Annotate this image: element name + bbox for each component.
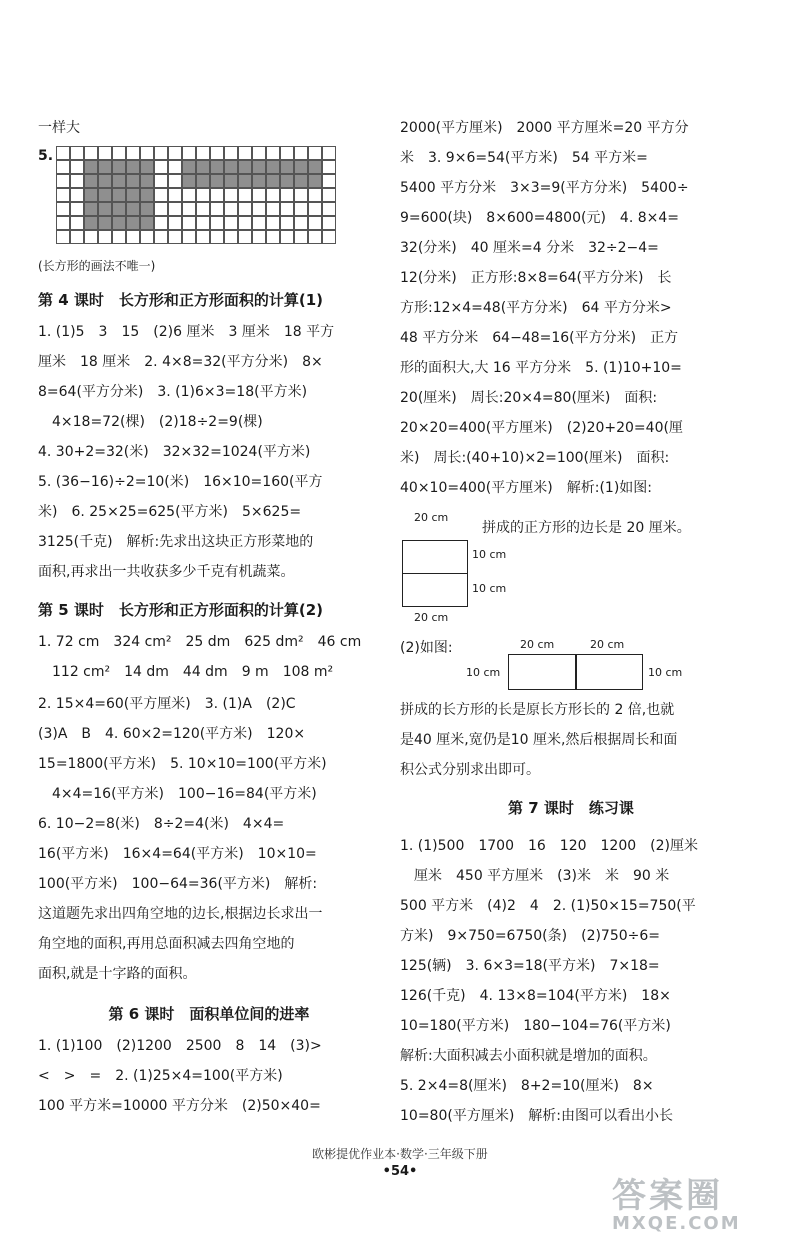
grid-cell — [168, 174, 182, 188]
grid-cell-shaded — [98, 188, 112, 202]
grid-cell — [252, 188, 266, 202]
grid-cell-shaded — [196, 174, 210, 188]
text-line: 112 cm² 14 dm 44 dm 9 m 108 m² — [52, 664, 334, 680]
grid-cell-shaded — [182, 174, 196, 188]
text-line: 米) 周长:(40+10)×2=100(厘米) 面积: — [400, 450, 670, 466]
grid-cell — [168, 230, 182, 244]
text-line: 面积,再求出一共收获多少千克有机蔬菜。 — [38, 564, 295, 580]
grid-cell — [224, 230, 238, 244]
text-line: 2000(平方厘米) 2000 平方厘米=20 平方分 — [400, 120, 689, 136]
text-line: 10=80(平方厘米) 解析:由图可以看出小长 — [400, 1108, 673, 1124]
text-line: 4. 30+2=32(米) 32×32=1024(平方米) — [38, 444, 311, 460]
text-line: 20×20=400(平方厘米) (2)20+20=40(厘 — [400, 420, 683, 436]
grid-cell — [154, 160, 168, 174]
grid-cell — [56, 230, 70, 244]
text-line: 2. 15×4=60(平方厘米) 3. (1)A (2)C — [38, 696, 296, 712]
text-line: 9=600(块) 8×600=4800(元) 4. 8×4= — [400, 210, 680, 226]
grid-cell — [196, 202, 210, 216]
grid-cell — [154, 188, 168, 202]
text-line: 厘米 450 平方厘米 (3)米 米 90 米 — [414, 868, 670, 884]
fig1-caption: 拼成的正方形的边长是 20 厘米。 — [482, 520, 691, 536]
text-line: 48 平方分米 64−48=16(平方分米) 正方 — [400, 330, 679, 346]
grid-cell — [140, 230, 154, 244]
text-line: 125(辆) 3. 6×3=18(平方米) 7×18= — [400, 958, 660, 974]
grid-cell-shaded — [308, 160, 322, 174]
text-line: 解析:大面积减去小面积就是增加的面积。 — [400, 1048, 657, 1064]
grid-cell — [140, 146, 154, 160]
grid-cell — [224, 146, 238, 160]
grid-cell — [70, 202, 84, 216]
grid-cell-shaded — [112, 174, 126, 188]
grid-cell — [224, 216, 238, 230]
text-line: 3125(千克) 解析:先求出这块正方形菜地的 — [38, 534, 314, 550]
text-line: 32(分米) 40 厘米=4 分米 32÷2−4= — [400, 240, 659, 256]
text-line: 10=180(平方米) 180−104=76(平方米) — [400, 1018, 671, 1034]
lesson-heading: 第 5 课时 长方形和正方形面积的计算(2) — [38, 601, 324, 619]
grid-cell-shaded — [84, 174, 98, 188]
grid-cell-shaded — [280, 160, 294, 174]
grid-cell — [168, 160, 182, 174]
grid-cell — [224, 188, 238, 202]
grid-cell — [252, 216, 266, 230]
grid-cell — [126, 230, 140, 244]
text-line: 126(千克) 4. 13×8=104(平方米) 18× — [400, 988, 671, 1004]
grid-cell — [182, 230, 196, 244]
grid-cell — [56, 216, 70, 230]
text-line: 4×4=16(平方米) 100−16=84(平方米) — [52, 786, 317, 802]
grid-cell-shaded — [196, 160, 210, 174]
grid-cell — [322, 188, 336, 202]
fig2-left-rect — [508, 654, 577, 690]
fig1-lower-rect — [402, 573, 468, 607]
text-line: 米) 6. 25×25=625(平方米) 5×625= — [38, 504, 302, 520]
grid-cell-shaded — [98, 216, 112, 230]
grid-cell-shaded — [112, 160, 126, 174]
grid-cell — [252, 230, 266, 244]
grid-cell-shaded — [112, 202, 126, 216]
fig2-left-label: 10 cm — [466, 666, 501, 679]
grid-cell — [154, 216, 168, 230]
grid-cell — [252, 202, 266, 216]
grid-cell-shaded — [98, 202, 112, 216]
grid-cell — [112, 146, 126, 160]
grid-cell-shaded — [84, 202, 98, 216]
fig1-top-label: 20 cm — [414, 511, 449, 524]
grid-cell — [154, 174, 168, 188]
text-line: 1. 72 cm 324 cm² 25 dm 625 dm² 46 cm — [38, 634, 362, 650]
grid-cell — [154, 202, 168, 216]
grid-cell — [238, 230, 252, 244]
watermark-sub: MXQE.COM — [612, 1213, 741, 1234]
grid-cell-shaded — [112, 188, 126, 202]
grid-cell-shaded — [126, 174, 140, 188]
text-line: 一样大 — [38, 120, 80, 136]
text-line: 5. 2×4=8(厘米) 8+2=10(厘米) 8× — [400, 1078, 654, 1094]
grid-cell — [168, 188, 182, 202]
grid-cell — [266, 188, 280, 202]
text-line: 6. 10−2=8(米) 8÷2=4(米) 4×4= — [38, 816, 285, 832]
grid-cell — [294, 202, 308, 216]
grid-cell — [112, 230, 126, 244]
grid-cell — [196, 230, 210, 244]
lesson-heading: 第 4 课时 长方形和正方形面积的计算(1) — [38, 291, 324, 309]
grid-cell — [252, 146, 266, 160]
grid-cell — [196, 216, 210, 230]
grid-cell — [224, 202, 238, 216]
text-line: 4×18=72(棵) (2)18÷2=9(棵) — [52, 414, 263, 430]
text-line: 方米) 9×750=6750(条) (2)750÷6= — [400, 928, 661, 944]
grid-cell — [322, 160, 336, 174]
grid-cell — [280, 188, 294, 202]
grid-cell — [70, 216, 84, 230]
grid-cell — [294, 146, 308, 160]
grid-cell — [210, 202, 224, 216]
grid-cell — [322, 216, 336, 230]
grid-cell — [308, 146, 322, 160]
text-line: < > = 2. (1)25×4=100(平方米) — [38, 1068, 283, 1084]
grid-cell-shaded — [210, 174, 224, 188]
grid-cell — [70, 160, 84, 174]
fig1-right-label-1: 10 cm — [472, 548, 507, 561]
text-line: 拼成的长方形的长是原长方形长的 2 倍,也就 — [400, 702, 675, 718]
grid-cell-shaded — [182, 160, 196, 174]
grid-cell — [266, 146, 280, 160]
grid-cell-shaded — [252, 160, 266, 174]
text-line: 100(平方米) 100−64=36(平方米) 解析: — [38, 876, 318, 892]
fig1-upper-rect — [402, 540, 468, 574]
text-line: 16(平方米) 16×4=64(平方米) 10×10= — [38, 846, 317, 862]
grid-cell — [168, 216, 182, 230]
fig2-intro: (2)如图: — [400, 640, 453, 656]
grid-cell — [168, 146, 182, 160]
page-number: •54• — [382, 1164, 418, 1179]
text-line: 500 平方米 (4)2 4 2. (1)50×15=750(平 — [400, 898, 696, 914]
grid-cell — [182, 216, 196, 230]
fig1-right-label-2: 10 cm — [472, 582, 507, 595]
watermark-main: 答案圈 — [612, 1176, 723, 1216]
grid-cell — [196, 146, 210, 160]
grid-cell-shaded — [252, 174, 266, 188]
grid-cell — [280, 230, 294, 244]
text-line: 米 3. 9×6=54(平方米) 54 平方米= — [400, 150, 648, 166]
grid-cell-shaded — [84, 216, 98, 230]
grid-cell-shaded — [266, 174, 280, 188]
fig2-right-label: 10 cm — [648, 666, 683, 679]
grid-cell — [98, 230, 112, 244]
grid-cell — [56, 174, 70, 188]
grid-cell — [168, 202, 182, 216]
grid-cell — [154, 146, 168, 160]
grid-cell — [56, 188, 70, 202]
text-line: 是40 厘米,宽仍是10 厘米,然后根据周长和面 — [400, 732, 678, 748]
grid-cell — [308, 188, 322, 202]
grid-cell — [308, 230, 322, 244]
grid-cell — [70, 174, 84, 188]
grid-cell — [280, 216, 294, 230]
grid-cell-shaded — [126, 188, 140, 202]
grid-cell-shaded — [84, 188, 98, 202]
grid-cell — [182, 146, 196, 160]
lesson-heading: 第 7 课时 练习课 — [508, 799, 634, 817]
grid-cell-shaded — [238, 174, 252, 188]
fig1-bottom-label: 20 cm — [414, 611, 449, 624]
grid-cell — [308, 216, 322, 230]
text-line: 1. (1)100 (2)1200 2500 8 14 (3)> — [38, 1038, 322, 1054]
text-line: 这道题先求出四角空地的边长,根据边长求出一 — [38, 906, 323, 922]
grid-cell — [238, 216, 252, 230]
grid-cell — [280, 146, 294, 160]
grid-cell — [322, 202, 336, 216]
text-line: 12(分米) 正方形:8×8=64(平方分米) 长 — [400, 270, 672, 286]
grid-cell-shaded — [140, 188, 154, 202]
grid-cell — [238, 202, 252, 216]
grid-cell — [280, 202, 294, 216]
text-line: 面积,就是十字路的面积。 — [38, 966, 197, 982]
grid-cell — [70, 188, 84, 202]
grid-cell-shaded — [126, 160, 140, 174]
grid-cell-shaded — [294, 160, 308, 174]
grid-cell — [56, 202, 70, 216]
grid-cell — [56, 160, 70, 174]
grid-cell-shaded — [140, 174, 154, 188]
grid-cell-shaded — [224, 160, 238, 174]
fig2-top-label-2: 20 cm — [590, 638, 625, 651]
lesson-heading: 第 6 课时 面积单位间的进率 — [108, 1005, 310, 1023]
grid-cell — [70, 230, 84, 244]
grid-cell-shaded — [210, 160, 224, 174]
grid-cell-shaded — [266, 160, 280, 174]
text-line: 1. (1)5 3 15 (2)6 厘米 3 厘米 18 平方 — [38, 324, 335, 340]
text-line: 8=64(平方分米) 3. (1)6×3=18(平方米) — [38, 384, 308, 400]
grid-note: (长方形的画法不唯一) — [38, 259, 156, 273]
grid-cell-shaded — [140, 160, 154, 174]
grid-cell — [294, 188, 308, 202]
footer-series: 欧彬提优作业本·数学·三年级下册 — [312, 1147, 488, 1161]
grid-cell-shaded — [280, 174, 294, 188]
text-line: 5400 平方分米 3×3=9(平方分米) 5400÷ — [400, 180, 689, 196]
grid-cell — [196, 188, 210, 202]
text-line: (3)A B 4. 60×2=120(平方米) 120× — [38, 726, 306, 742]
grid-cell — [210, 230, 224, 244]
grid-cell — [84, 146, 98, 160]
text-line: 40×10=400(平方厘米) 解析:(1)如图: — [400, 480, 652, 496]
grid-cell — [210, 188, 224, 202]
grid-cell-shaded — [126, 216, 140, 230]
grid-cell — [84, 230, 98, 244]
grid-cell-shaded — [98, 174, 112, 188]
grid-cell-shaded — [112, 216, 126, 230]
grid-cell — [210, 146, 224, 160]
grid-cell — [56, 146, 70, 160]
grid-cell-shaded — [98, 160, 112, 174]
grid-cell — [322, 174, 336, 188]
grid-cell — [308, 202, 322, 216]
grid-cell-shaded — [140, 202, 154, 216]
grid-cell — [126, 146, 140, 160]
watermark — [612, 1168, 782, 1248]
text-line: 角空地的面积,再用总面积减去四角空地的 — [38, 936, 295, 952]
grid-cell-shaded — [224, 174, 238, 188]
grid-cell-shaded — [294, 174, 308, 188]
text-line: 15=1800(平方米) 5. 10×10=100(平方米) — [38, 756, 327, 772]
text-line: 20(厘米) 周长:20×4=80(厘米) 面积: — [400, 390, 658, 406]
grid-cell — [322, 230, 336, 244]
text-line: 厘米 18 厘米 2. 4×8=32(平方分米) 8× — [38, 354, 323, 370]
grid-cell — [294, 216, 308, 230]
grid-cell — [238, 146, 252, 160]
text-line: 方形:12×4=48(平方分米) 64 平方分米> — [400, 300, 672, 316]
grid-cell — [154, 230, 168, 244]
grid-cell — [238, 188, 252, 202]
grid-cell — [210, 216, 224, 230]
grid-cell — [70, 146, 84, 160]
grid-cell — [294, 230, 308, 244]
grid-cell — [98, 146, 112, 160]
fig2-top-label-1: 20 cm — [520, 638, 555, 651]
grid-cell-shaded — [238, 160, 252, 174]
text-line: 100 平方米=10000 平方分米 (2)50×40= — [38, 1098, 321, 1114]
question-number: 5. — [38, 148, 54, 164]
fig2-right-rect — [575, 654, 643, 690]
text-line: 积公式分别求出即可。 — [400, 762, 540, 778]
grid-cell — [266, 202, 280, 216]
text-line: 5. (36−16)÷2=10(米) 16×10=160(平方 — [38, 474, 323, 490]
grid-cell — [182, 202, 196, 216]
grid-cell-shaded — [126, 202, 140, 216]
text-line: 形的面积大,大 16 平方分米 5. (1)10+10= — [400, 360, 682, 376]
grid-cell-shaded — [84, 160, 98, 174]
grid-cell-shaded — [140, 216, 154, 230]
grid-cell — [182, 188, 196, 202]
text-line: 1. (1)500 1700 16 120 1200 (2)厘米 — [400, 838, 698, 854]
grid-cell-shaded — [308, 174, 322, 188]
grid-cell — [266, 230, 280, 244]
grid-cell — [322, 146, 336, 160]
grid-cell — [266, 216, 280, 230]
